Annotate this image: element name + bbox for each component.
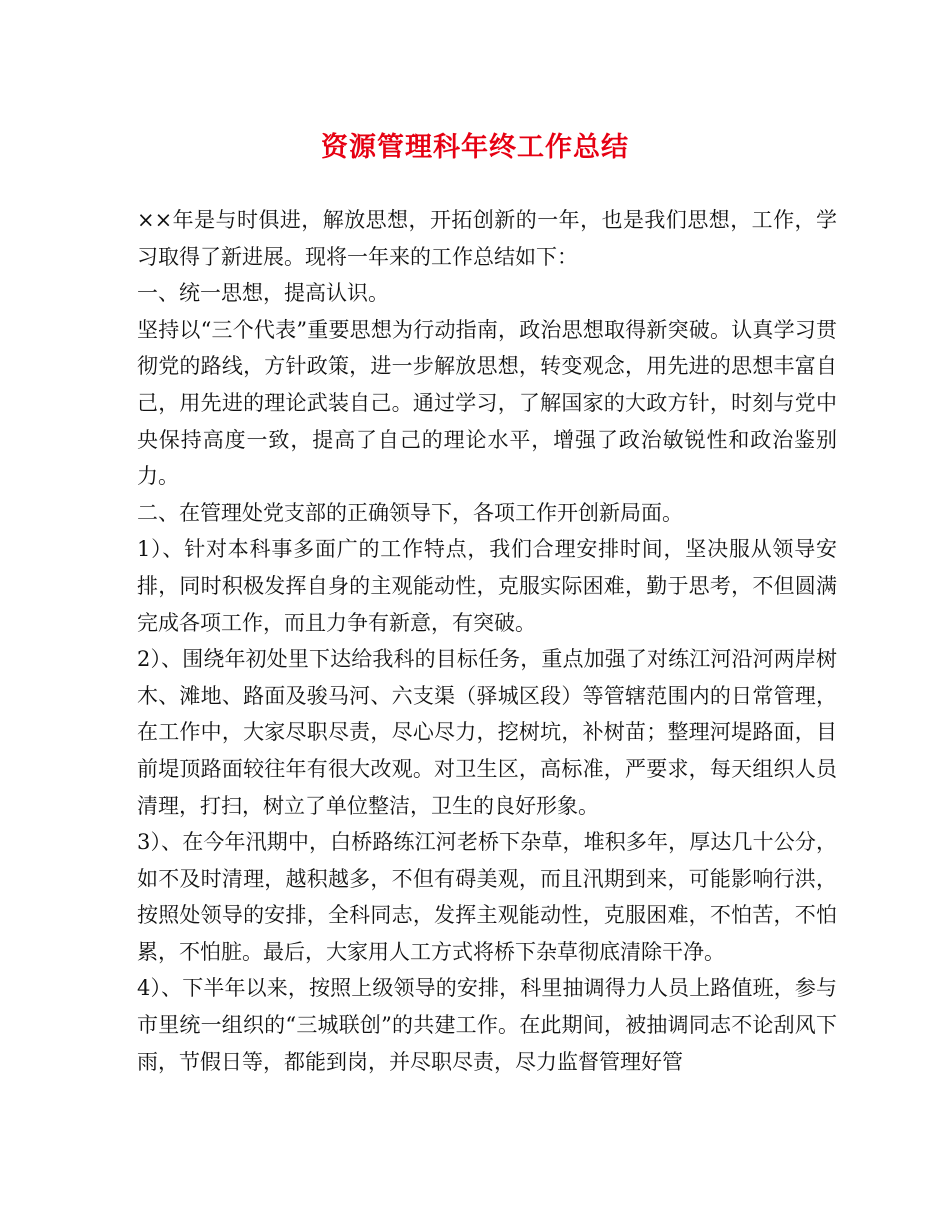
paragraph-item-1: 1）、针对本科事多面广的工作特点，我们合理安排时间，坚决服从领导安排，同时积极发挥自身的主观能动性，克服实际困难，勤于思考，不但圆满完成各项工作，而且力争有新意，有突破。 [137, 537, 837, 635]
paragraph-intro: ××年是与时俱进，解放思想，开拓创新的一年，也是我们思想，工作，学习取得了新进展。现将一年来的工作总结如下： [137, 208, 837, 269]
paragraph-item-3: 3）、在今年汛期中，白桥路练江河老桥下杂草，堆积多年，厚达几十公分，如不及时清理，越积越多，不但有碍美观，而且汛期到来，可能影响行洪，按照处领导的安排，全科同志，发挥主观能动性，克服困难，不怕苦，不怕累，不怕脏。最后，大家用人工方式将桥下杂草彻底清除干净。 [137, 830, 837, 964]
document-title: 资源管理科年终工作总结 [321, 132, 629, 163]
paragraph-section-1: 坚持以“三个代表”重要思想为行动指南，政治思想取得新突破。认真学习贯彻党的路线，方针政策，进一步解放思想，转变观念，用先进的思想丰富自己，用先进的理论武装自己。通过学习，了解国家的大政方针，时刻与党中央保持高度一致，提高了自己的理论水平，增强了政治敏锐性和政治鉴别力。 [137, 317, 837, 489]
section-heading-1: 一、统一思想，提高认识。 [137, 281, 389, 306]
paragraph-item-4: 4）、下半年以来，按照上级领导的安排，科里抽调得力人员上路值班，参与市里统一组织的“三城联创”的共建工作。在此期间，被抽调同志不论刮风下雨，节假日等，都能到岗，并尽职尽责，尽力监督管理好管 [137, 976, 837, 1074]
section-heading-2: 二、在管理处党支部的正确领导下，各项工作开创新局面。 [137, 500, 683, 525]
paragraph-item-2: 2）、围绕年初处里下达给我科的目标任务，重点加强了对练江河沿河两岸树木、滩地、路面及骏马河、六支渠（驿城区段）等管辖范围内的日常管理，在工作中，大家尽职尽责，尽心尽力，挖树坑，补树苗；整理河堤路面，目前堤顶路面较往年有很大改观。对卫生区，高标准，严要求，每天组织人员清理，打扫，树立了单位整洁，卫生的良好形象。 [137, 647, 837, 818]
document-body [137, 202, 837, 1080]
